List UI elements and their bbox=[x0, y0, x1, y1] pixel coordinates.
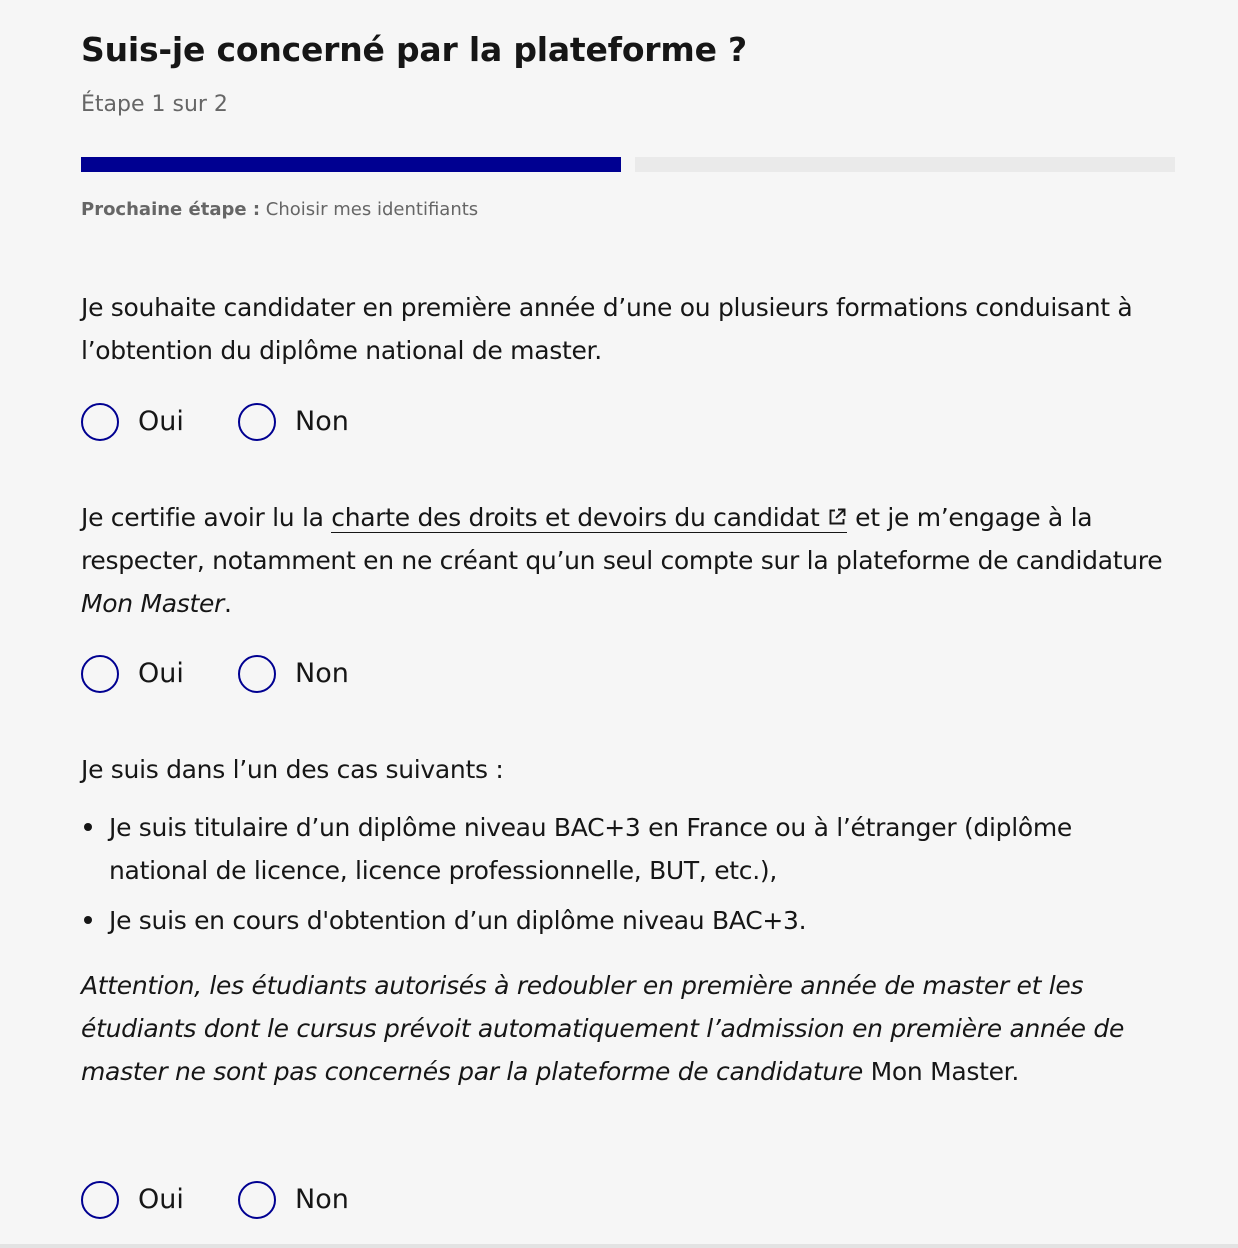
question-2-text bbox=[81, 496, 1175, 625]
next-step bbox=[81, 199, 478, 220]
page-title: Suis-je concerné par la plateforme ? bbox=[81, 30, 747, 69]
list-item: Je suis titulaire d’un diplôme niveau BAC+3 en France ou à l’étranger (diplôme national de licence, licence professionnelle, BUT, etc.), bbox=[81, 806, 1175, 892]
radio-label-yes: Oui bbox=[138, 406, 184, 437]
question-3-intro: Je suis dans l’un des cas suivants : bbox=[81, 755, 504, 784]
question-2-yes-radio[interactable] bbox=[81, 654, 201, 698]
radio-label-yes: Oui bbox=[138, 1184, 184, 1215]
warning-end: Mon Master. bbox=[862, 1057, 1020, 1086]
radio-circle-icon[interactable] bbox=[238, 1181, 276, 1219]
radio-circle-icon[interactable] bbox=[238, 403, 276, 441]
question-2-text-middle: et je m’engage à la respecter, notamment en ne créant qu’un seul compte sur la plateforme de candidature bbox=[81, 503, 1163, 575]
progress-bar-track bbox=[635, 157, 1175, 172]
question-3-no-radio[interactable] bbox=[238, 1180, 368, 1224]
radio-label-yes: Oui bbox=[138, 658, 184, 689]
next-step-value: Choisir mes identifiants bbox=[265, 199, 479, 220]
radio-circle-icon[interactable] bbox=[81, 655, 119, 693]
next-step-label: Prochaine étape : bbox=[81, 199, 261, 220]
radio-circle-icon[interactable] bbox=[81, 403, 119, 441]
radio-circle-icon[interactable] bbox=[238, 655, 276, 693]
external-link-icon[interactable] bbox=[827, 507, 847, 527]
warning-italic: Attention, les étudiants autorisés à redoubler en première année de master et les étudiants dont le cursus prévoit automatiquement l’admission en première année de master ne sont pas concernés par la plateforme de candidature bbox=[81, 971, 1125, 1086]
charter-link-label[interactable]: charte des droits et devoirs du candidat bbox=[331, 503, 820, 532]
warning-text bbox=[81, 964, 1175, 1093]
platform-name: Mon Master bbox=[81, 589, 225, 618]
radio-label-no: Non bbox=[295, 406, 349, 437]
question-2-text-start: Je certifie avoir lu la bbox=[81, 503, 332, 532]
charter-link[interactable] bbox=[331, 503, 847, 533]
question-3-yes-radio[interactable] bbox=[81, 1180, 201, 1224]
step-indicator: Étape 1 sur 2 bbox=[81, 92, 228, 117]
question-1-no-radio[interactable] bbox=[238, 402, 368, 446]
progress-bar bbox=[81, 157, 1175, 172]
radio-circle-icon[interactable] bbox=[81, 1181, 119, 1219]
question-1-yes-radio[interactable] bbox=[81, 402, 201, 446]
radio-label-no: Non bbox=[295, 658, 349, 689]
progress-bar-fill bbox=[81, 157, 621, 172]
question-2-text-end: . bbox=[224, 589, 232, 618]
bottom-divider bbox=[0, 1244, 1238, 1248]
question-2-no-radio[interactable] bbox=[238, 654, 368, 698]
case-list bbox=[81, 806, 1175, 942]
radio-label-no: Non bbox=[295, 1184, 349, 1215]
question-1-text: Je souhaite candidater en première année d’une ou plusieurs formations conduisant à l’obtention du diplôme national de master. bbox=[81, 293, 1133, 365]
list-item: Je suis en cours d'obtention d’un diplôme niveau BAC+3. bbox=[81, 899, 1175, 942]
